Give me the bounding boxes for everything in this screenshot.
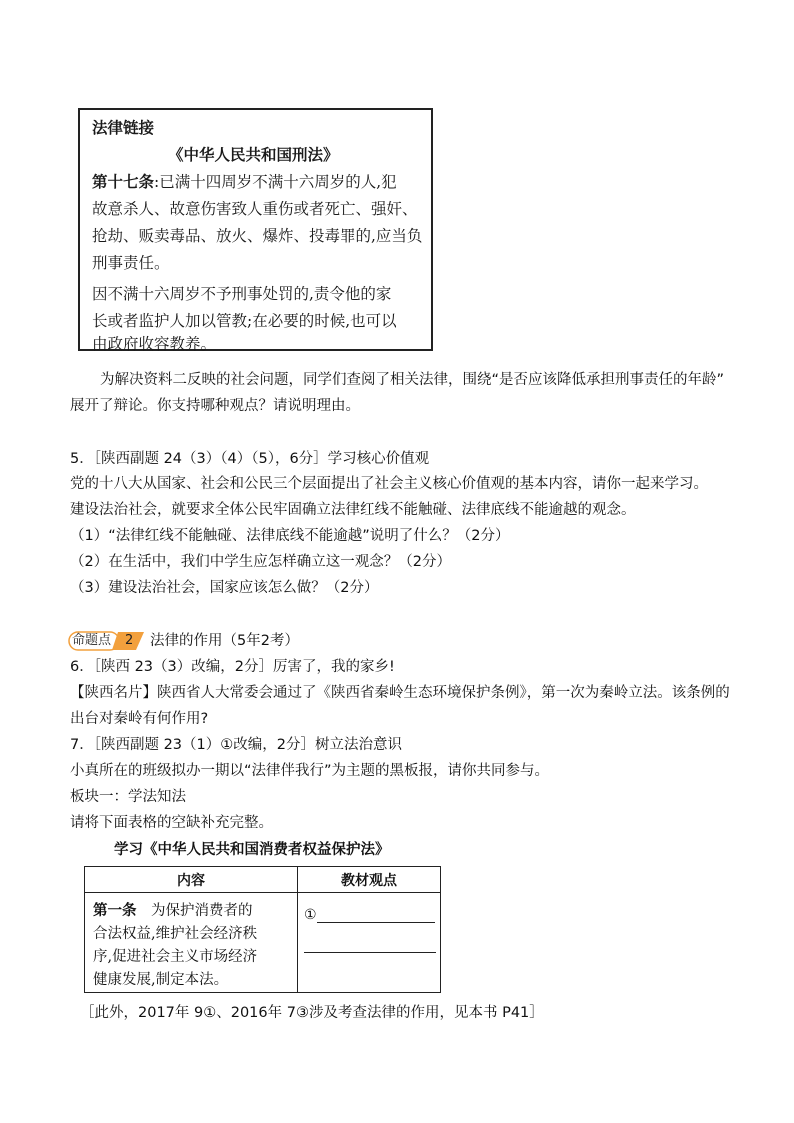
law-title: 《中华人民共和国刑法》	[168, 145, 339, 164]
table-article-label: 第一条	[93, 902, 137, 919]
q5-line: （1）“法律红线不能触碰、法律底线不能逾越”说明了什么？（2分）	[70, 528, 510, 544]
law-line: 刑事责任。	[92, 254, 170, 272]
q6-line: 【陕西名片】陕西省人大常委会通过了《陕西省秦岭生态环境保护条例》，第一次为秦岭立法。该条例的	[70, 685, 730, 701]
consumer-law-table	[84, 866, 441, 993]
footnote: ［此外，2017年 9①、2016年 7③涉及考查法律的作用，见本书 P41］	[80, 1005, 544, 1021]
table-content-line: 为保护消费者的	[136, 903, 253, 919]
answer-blank[interactable]	[317, 907, 435, 923]
law-line: 抢劫、贩卖毒品、放火、爆炸、投毒罪的,应当负	[92, 227, 423, 245]
article-label: 第十七条	[92, 172, 155, 191]
law-line: 由政府收容教养。	[92, 335, 217, 353]
topic-title: 法律的作用（5年2考）	[150, 633, 299, 649]
blank-marker: ①	[304, 907, 317, 923]
table-content-line: 合法权益,维护社会经济秩	[93, 926, 258, 942]
q5-line: （2）在生活中，我们中学生应怎样确立这一观念？（2分）	[70, 554, 451, 570]
q7-line: 请将下面表格的空缺补充完整。	[70, 815, 273, 831]
q6-header: 6．［陕西 23（3）改编，2分］厉害了，我的家乡!	[70, 659, 395, 675]
tag-number: 2	[125, 633, 134, 648]
table-content-line: 健康发展,制定本法。	[93, 972, 229, 988]
q4-line: 展开了辩论。你支持哪种观点？请说明理由。	[70, 398, 360, 414]
law-box-heading: 法律链接	[92, 118, 155, 137]
q5-header: 5．［陕西副题 24（3）（4）（5），6分］学习核心价值观	[70, 451, 430, 467]
law-line: 长或者监护人加以管教;在必要的时候,也可以	[92, 312, 397, 330]
table-caption: 学习《中华人民共和国消费者权益保护法》	[114, 841, 390, 858]
table-header-content: 内容	[85, 867, 298, 893]
table-header-viewpoint: 教材观点	[298, 867, 441, 893]
table-answer-cell	[298, 893, 441, 993]
table-content-line: 序,促进社会主义市场经济	[93, 949, 258, 965]
q7-header: 7．［陕西副题 23（1）①改编，2分］树立法治意识	[70, 737, 402, 753]
q4-line: 为解决资料二反映的社会问题，同学们查阅了相关法律，围绕“是否应该降低承担刑事责任的年龄”	[100, 372, 725, 388]
law-line: :已满十四周岁不满十六周岁的人,犯	[154, 173, 397, 191]
law-article-first-line	[92, 170, 397, 192]
tag-label: 命题点	[72, 633, 112, 648]
table-content-cell	[85, 893, 298, 993]
q7-line: 小真所在的班级拟办一期以“法律伴我行”为主题的黑板报，请你共同参与。	[70, 763, 550, 779]
law-line: 因不满十六周岁不予刑事处罚的,责令他的家	[92, 285, 392, 303]
q5-line: 建设法治社会，就要求全体公民牢固确立法律红线不能触碰、法律底线不能逾越的观念。	[70, 502, 636, 518]
q5-line: 党的十八大从国家、社会和公民三个层面提出了社会主义核心价值观的基本内容，请你一起来学习。	[70, 476, 708, 492]
answer-blank[interactable]	[304, 937, 436, 953]
topic-tag	[68, 631, 148, 651]
q7-line: 板块一：学法知法	[70, 789, 186, 805]
law-line: 故意杀人、故意伤害致人重伤或者死亡、强奸、	[92, 200, 418, 218]
law-link-box	[78, 108, 433, 351]
q5-line: （3）建设法治社会，国家应该怎么做？（2分）	[70, 580, 379, 596]
q6-line: 出台对秦岭有何作用?	[70, 711, 209, 727]
